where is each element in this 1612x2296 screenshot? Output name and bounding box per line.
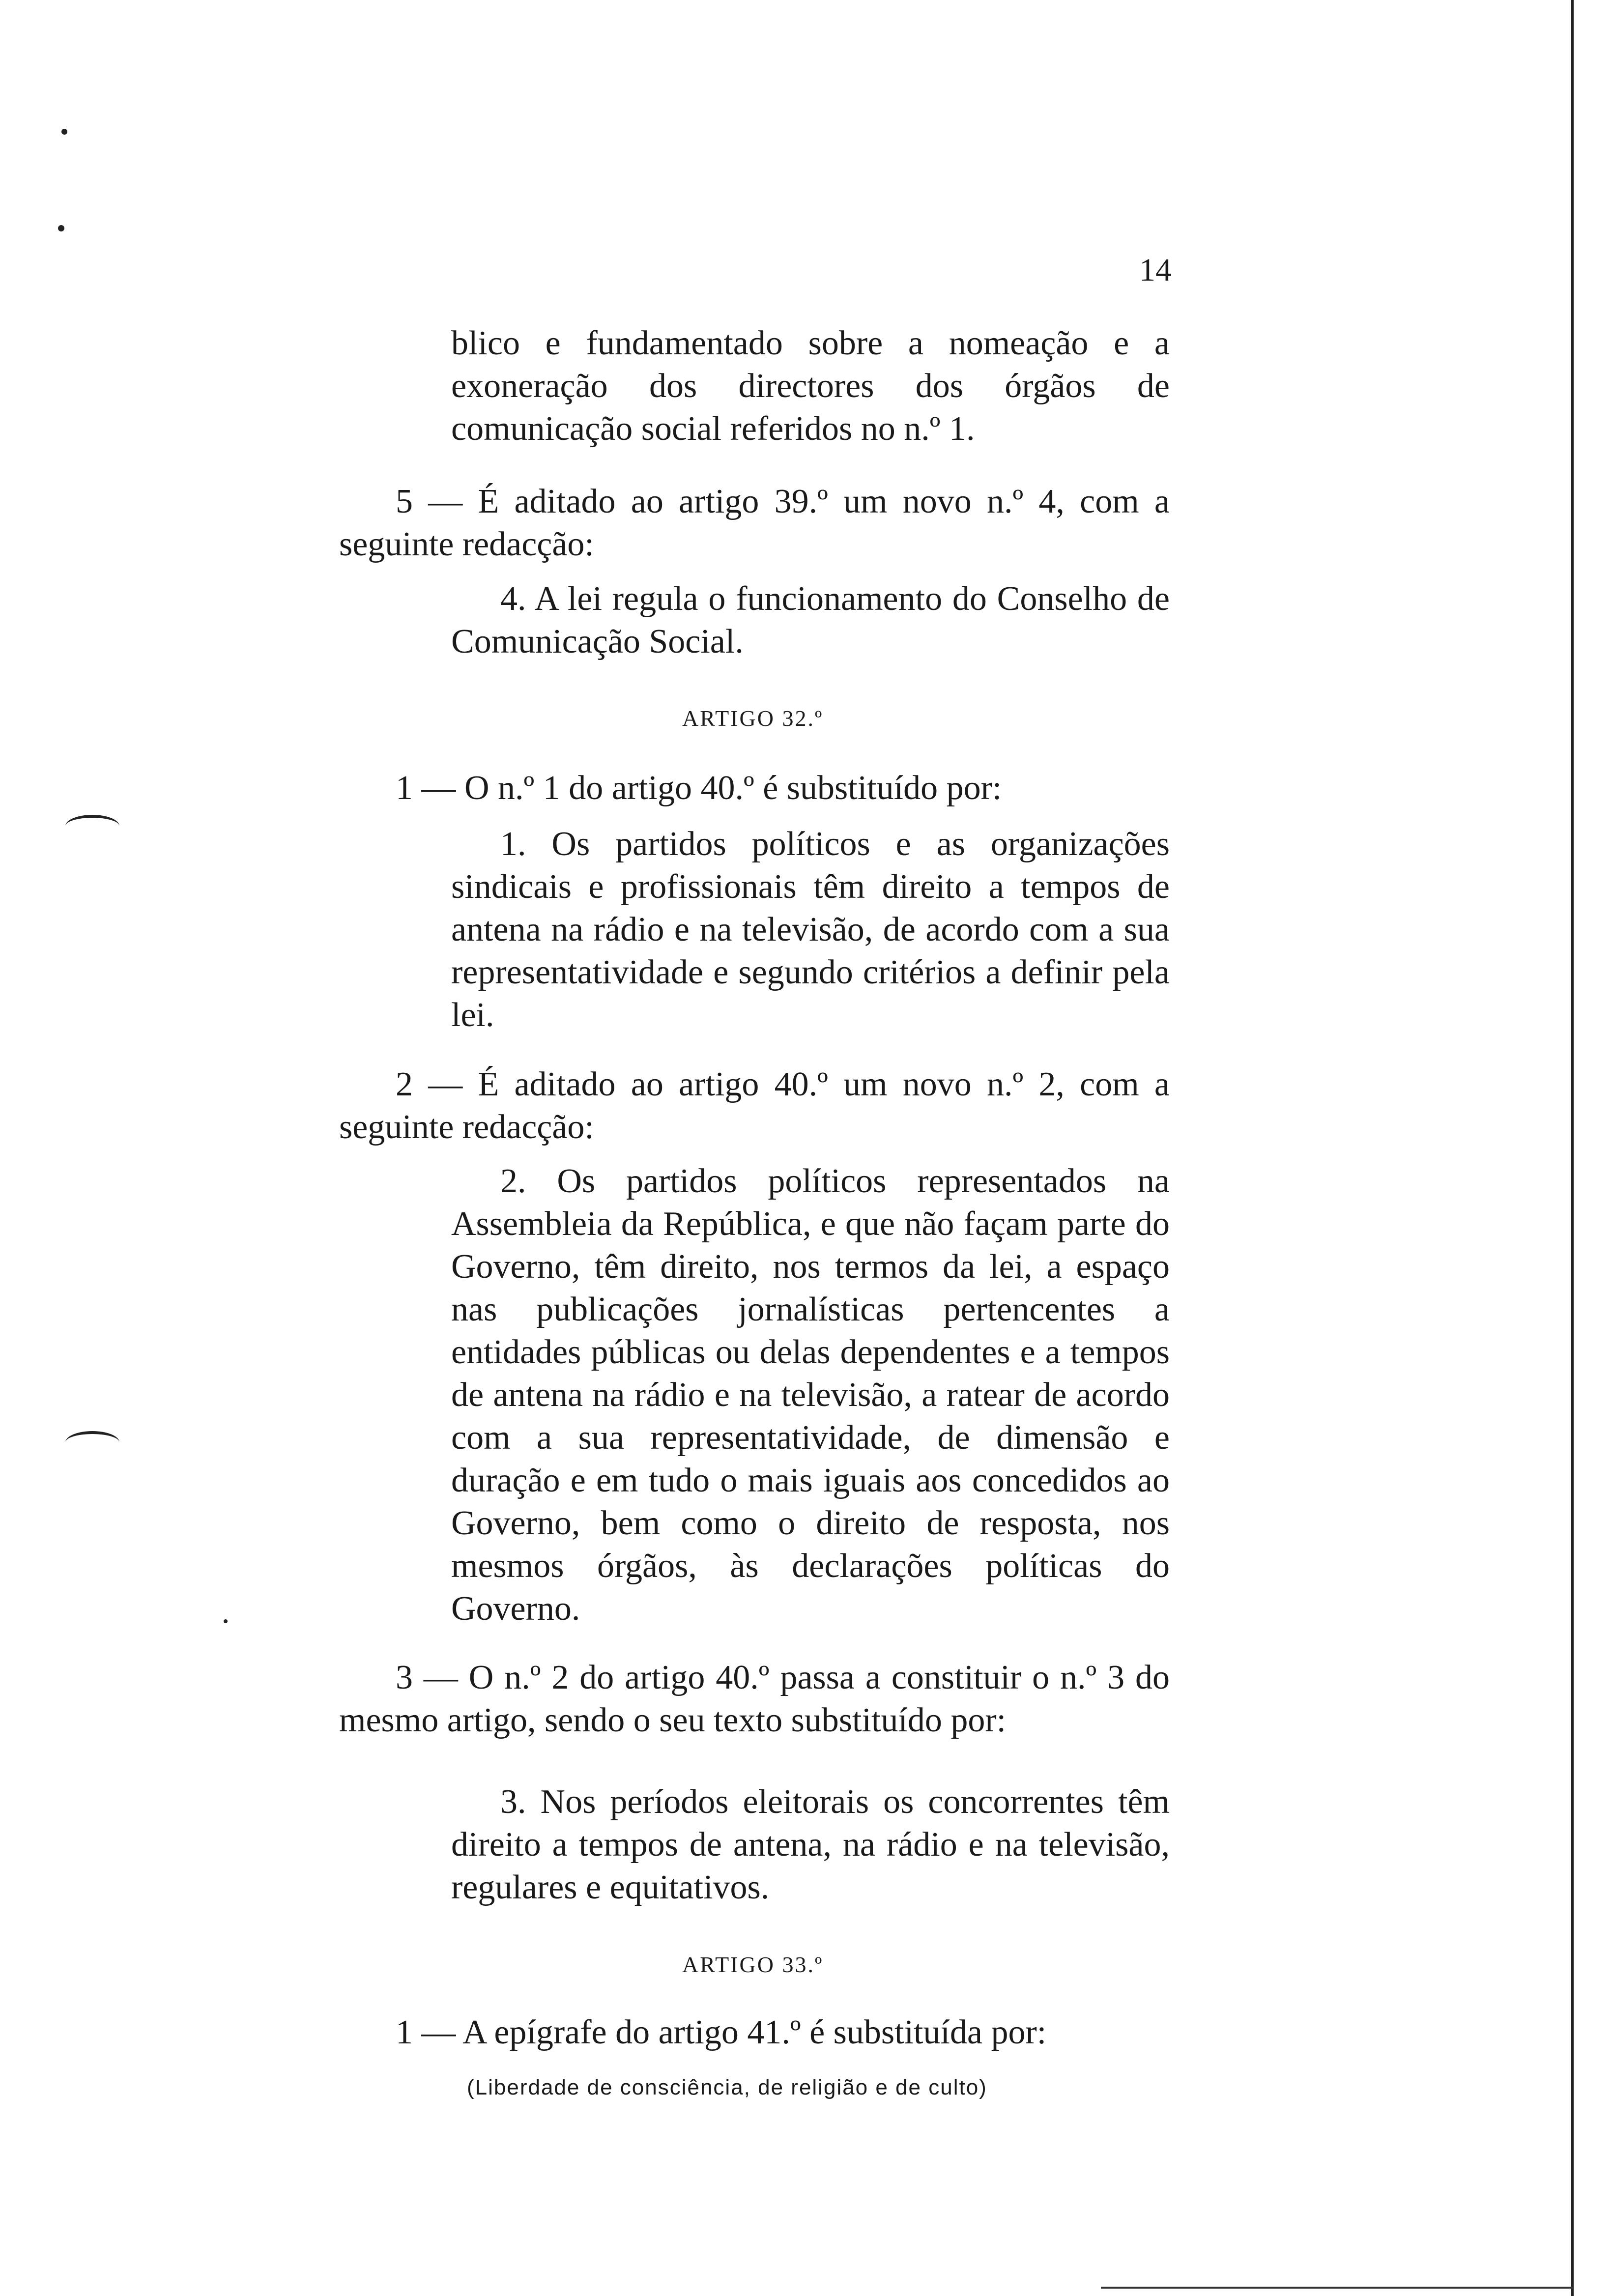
paragraph-continuation: blico e fundamentado sobre a nomeação e a exoneração dos directores dos órgãos de comunicação social referidos no n.º 1. <box>451 324 1170 448</box>
scan-speck <box>224 1619 228 1623</box>
paragraph-amendment: 3 — O n.º 2 do artigo 40.º passa a constituir o n.º 3 do mesmo artigo, sendo o seu texto substituído por: <box>339 1659 1170 1739</box>
paragraph-amendment: 2 — É aditado ao artigo 40.º um novo n.º 2, com a seguinte redacção: <box>339 1065 1170 1146</box>
hole-punch-mark <box>65 815 119 837</box>
article-heading: ARTIGO 33.º <box>682 1952 824 1977</box>
page-bottom-rule <box>1101 2287 1573 2289</box>
hole-punch-mark <box>65 1431 119 1454</box>
paragraph-quoted-text: 4. A lei regula o funcionamento do Conselho de Comunicação Social. <box>451 580 1170 660</box>
paragraph-amendment: 5 — É aditado ao artigo 39.º um novo n.º 4, com a seguinte redacção: <box>339 483 1170 563</box>
paragraph-quoted-text: 3. Nos períodos eleitorais os concorrentes têm direito a tempos de antena, na rádio e na televisão, regulares e equitativos. <box>451 1783 1170 1906</box>
page-number: 14 <box>1139 252 1172 288</box>
paragraph-quoted-text: 1. Os partidos políticos e as organizações sindicais e profissionais têm direito a tempos de antena na rádio e na televisão, de acordo com a sua representatividade e segundo critérios a definir pela lei. <box>451 825 1170 1034</box>
paragraph-quoted-text: 2. Os partidos políticos representados na Assembleia da República, e que não façam parte do Governo, têm direito, nos termos da lei, a espaço nas publicações jornalísticas pertencentes a entidades públicas ou delas dependentes e a tempos de antena na rádio e na televisão, a ratear de acordo com a sua representatividade, de dimensão e duração e em tudo o mais iguais aos concedidos ao Governo, bem como o direito de resposta, nos mesmos órgãos, às declarações políticas do Governo. <box>451 1162 1170 1628</box>
scan-speck <box>61 129 67 135</box>
article-heading: ARTIGO 32.º <box>682 706 824 731</box>
scan-speck <box>58 225 64 231</box>
paragraph-amendment: 1 — A epígrafe do artigo 41.º é substituída por: <box>396 2013 1047 2051</box>
epigraph-caption: (Liberdade de consciência, de religião e de culto) <box>467 2075 987 2099</box>
paragraph-amendment: 1 — O n.º 1 do artigo 40.º é substituído por: <box>396 769 1002 807</box>
page-edge-rule <box>1571 0 1574 2296</box>
